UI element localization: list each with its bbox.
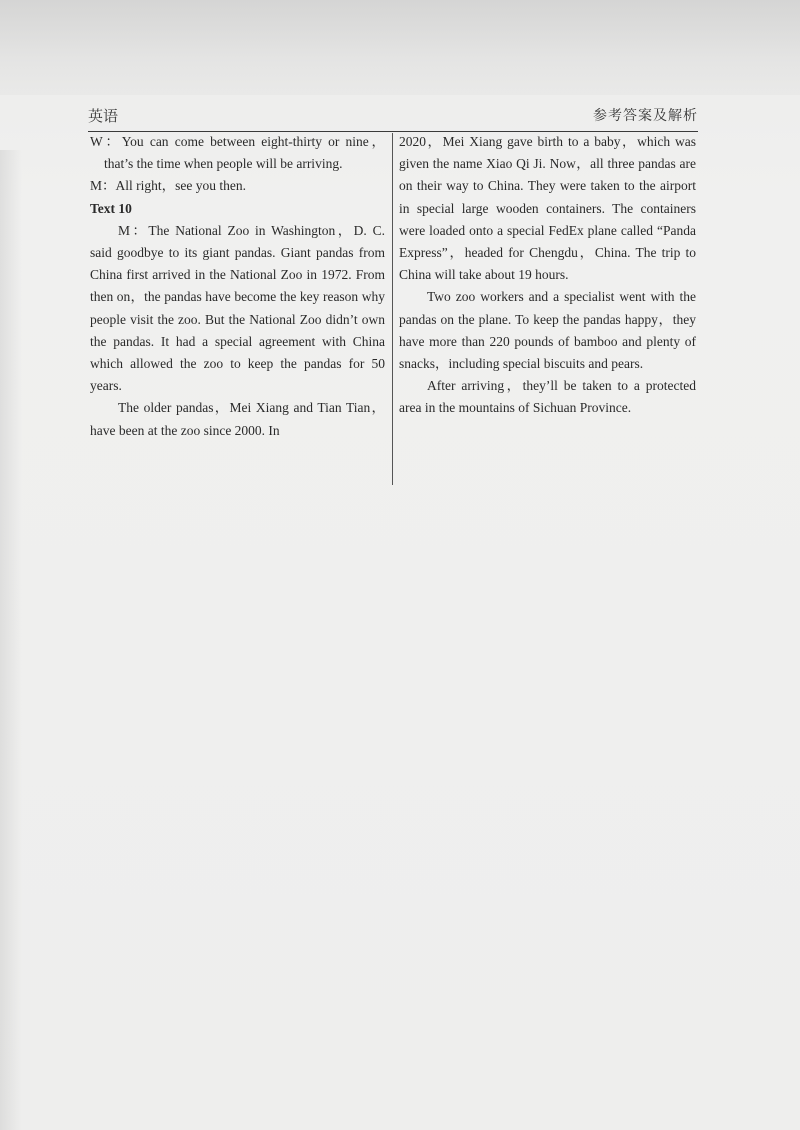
column-divider [392, 133, 393, 485]
dialogue-line-w: W：You can come between eight-thirty or nine，that’s the time when people will be arriving. [90, 134, 385, 172]
paragraph: M：The National Zoo in Washington，D. C. said goodbye to its giant pandas. Giant pandas from China first arrived in the National Zoo in 1972. From then on，the pandas have become the key reason why people visit the zoo. But the National Zoo didn’t own the pandas. It had a special agreement with China which allowed the zoo to keep the pandas for 50 years. [90, 222, 385, 394]
dialogue-line-m: M：All right，see you then. [90, 178, 246, 194]
paragraph: After arriving，they’ll be taken to a protected area in the mountains of Sichuan Province. [399, 378, 696, 416]
page-header [88, 101, 698, 132]
text-label: Text 10 [90, 200, 132, 216]
scan-edge-shadow [0, 150, 22, 1130]
paragraph: 2020，Mei Xiang gave birth to a baby，which was given the name Xiao Qi Ji. Now，all three pandas are on their way to China. They were taken to the airport in special large wooden containers. The containers were loaded onto a special FedEx plane called “Panda Express”，headed for Chengdu，China. The trip to China will take about 19 hours. [399, 134, 696, 283]
scan-shadow-band [0, 0, 800, 95]
left-column [90, 131, 385, 442]
paragraph: The older pandas，Mei Xiang and Tian Tian，have been at the zoo since 2000. In [90, 400, 385, 438]
header-section: 参考答案及解析 [593, 108, 698, 124]
header-subject: 英语 [88, 107, 119, 125]
paragraph: Two zoo workers and a specialist went with the pandas on the plane. To keep the pandas happy，they have more than 220 pounds of bamboo and plenty of snacks，including special biscuits and pears. [399, 289, 696, 372]
right-column [399, 131, 696, 420]
